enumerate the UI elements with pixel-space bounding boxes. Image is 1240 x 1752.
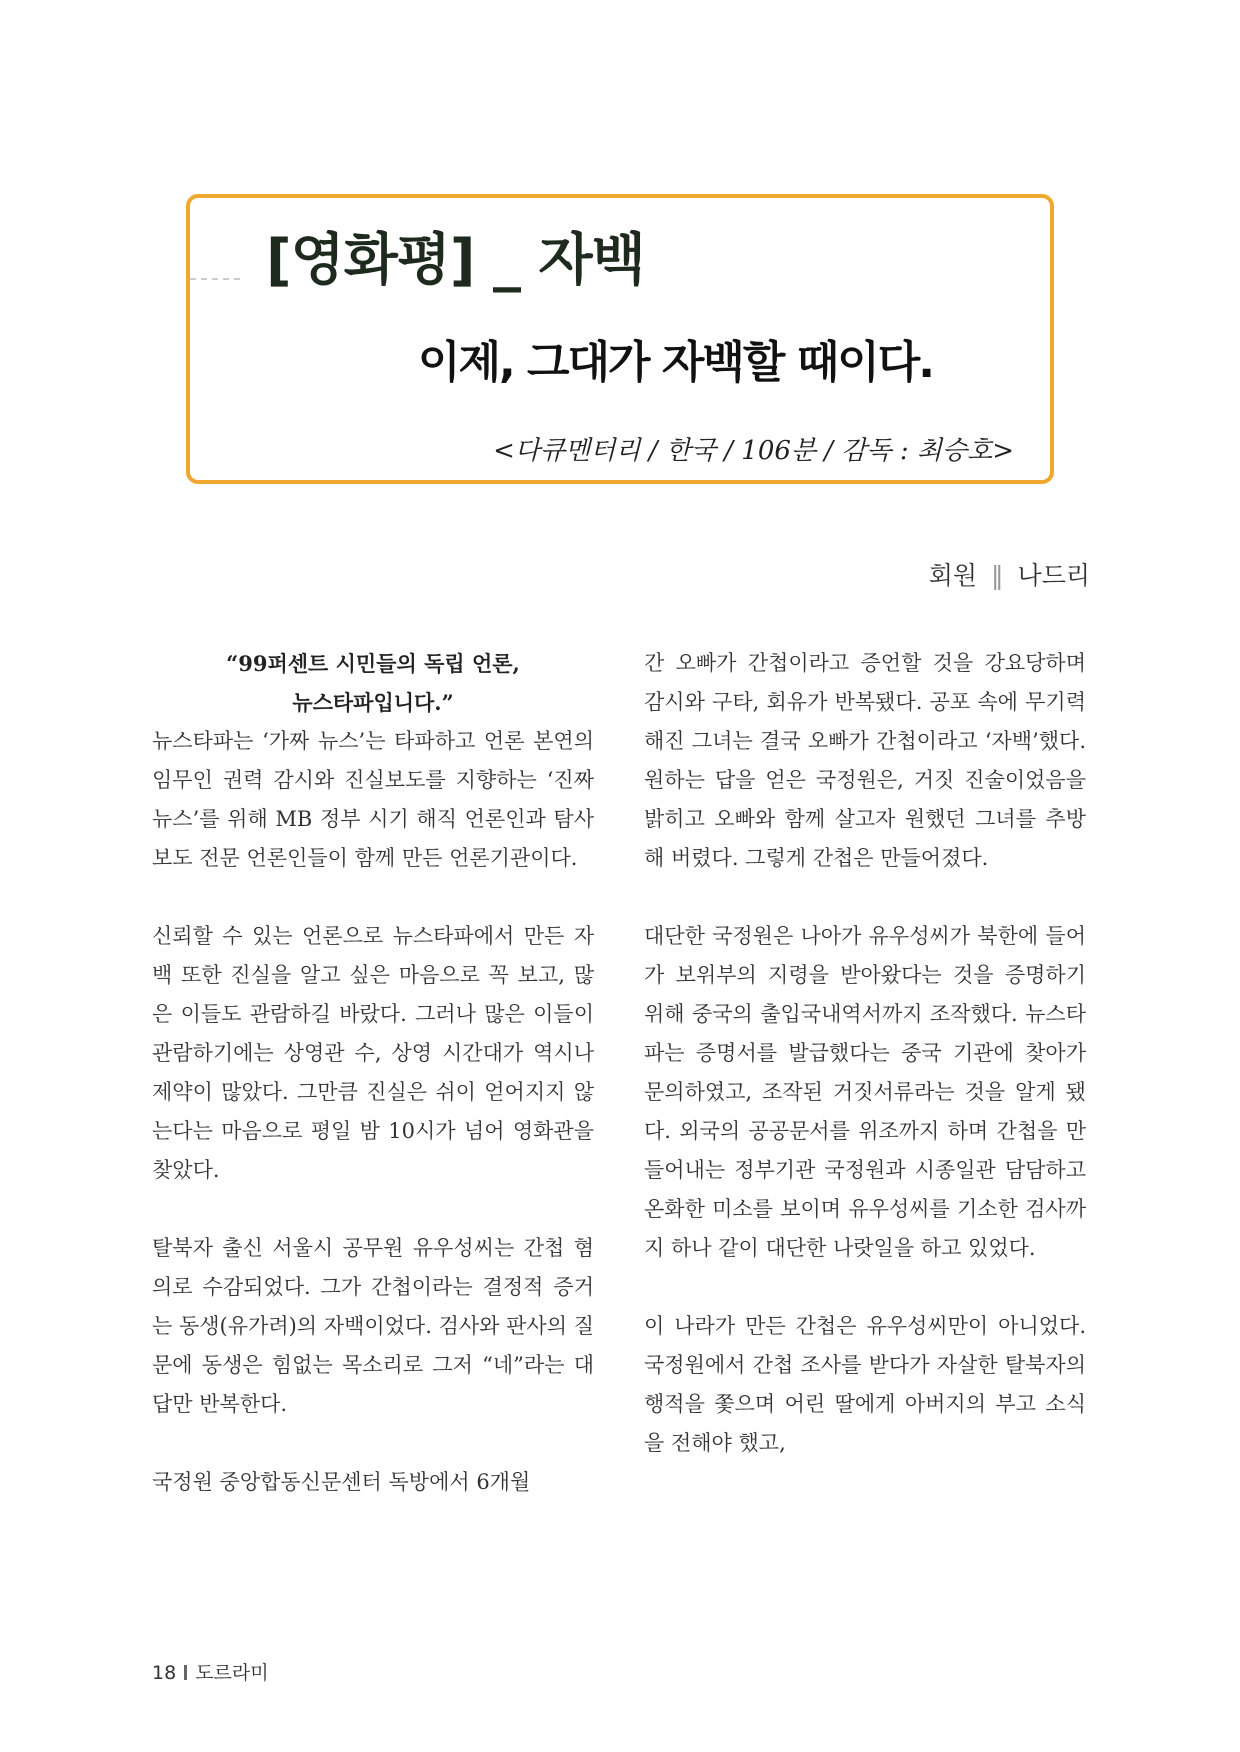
paragraph: 뉴스타파는 ‘가짜 뉴스’는 타파하고 언론 본연의 임무인 권력 감시와 진실보도를 지향하는 ‘진짜 뉴스’를 위해 MB 정부 시기 해직 언론인과 탐사보도 전문 언론인들이 함께 만든 언론기관이다. [152,729,594,870]
article-column-right [644,644,1086,1463]
byline [929,556,1090,592]
paragraph: 국정원 중앙합동신문센터 독방에서 6개월 [152,1470,531,1494]
pull-quote-line-2: 뉴스타파입니다.” [292,690,454,715]
publication-name: 도르라미 [195,1662,269,1684]
page-number: 18 [152,1662,177,1684]
pull-quote [152,644,594,722]
article-column-left [152,644,594,1502]
page-footer [152,1658,269,1685]
paragraph: 이 나라가 만든 간첩은 유우성씨만이 아니었다. 국정원에서 간첩 조사를 받다가 자살한 탈북자의 행적을 쫓으며 어린 딸에게 아버지의 부고 소식을 전해야 했고, [644,1314,1086,1455]
paragraph: 탈북자 출신 서울시 공무원 유우성씨는 간첩 혐의로 수감되었다. 그가 간첩이라는 결정적 증거는 동생(유가려)의 자백이었다. 검사와 판사의 질문에 동생은 힘없는 목소리로 그저 “네”라는 대답만 반복한다. [152,1236,594,1416]
film-info: <다큐멘터리 / 한국 / 106분 / 감독 : 최승호> [493,436,1014,466]
paragraph: 신뢰할 수 있는 언론으로 뉴스타파에서 만든 자백 또한 진실을 알고 싶은 마음으로 꼭 보고, 많은 이들도 관람하길 바랐다. 그러나 많은 이들이 관람하기에는 상영관 수, 상영 시간대가 역시나 제약이 많았다. 그만큼 진실은 쉬이 얻어지지 않는다는 마음으로 평일 밤 10시가 넘어 영화관을 찾았다. [152,924,594,1182]
byline-role: 회원 [928,561,978,590]
byline-separator: ‖ [991,561,1004,590]
byline-author: 나드리 [1017,561,1090,590]
footer-divider [184,1665,187,1680]
title-box [186,194,1054,484]
paragraph: 대단한 국정원은 나아가 유우성씨가 북한에 들어가 보위부의 지령을 받아왔다는 것을 증명하기 위해 중국의 출입국내역서까지 조작했다. 뉴스타파는 증명서를 발급했다는 중국 기관에 찾아가 문의하였고, 조작된 거짓서류라는 것을 알게 됐다. 외국의 공공문서를 위조까지 하며 간첩을 만들어내는 정부기관 국정원과 시종일관 담담하고 온화한 미소를 보이며 유우성씨를 기소한 검사까지 하나 같이 대단한 나랏일을 하고 있었다. [644,924,1086,1260]
article-title: [영화평] _ 자백 [266,228,645,293]
article-subtitle: 이제, 그대가 자백할 때이다. [418,337,933,388]
pull-quote-line-1: “99퍼센트 시민들의 독립 언론, [226,651,520,676]
paragraph: 간 오빠가 간첩이라고 증언할 것을 강요당하며 감시와 구타, 회유가 반복됐다. 공포 속에 무기력해진 그녀는 결국 오빠가 간첩이라고 ‘자백’했다. 원하는 답을 얻은 국정원은, 거짓 진술이었음을 밝히고 오빠와 함께 살고자 원했던 그녀를 추방해 버렸다. 그렇게 간첩은 만들어졌다. [644,651,1086,870]
decorative-dashed-rule [190,278,240,280]
